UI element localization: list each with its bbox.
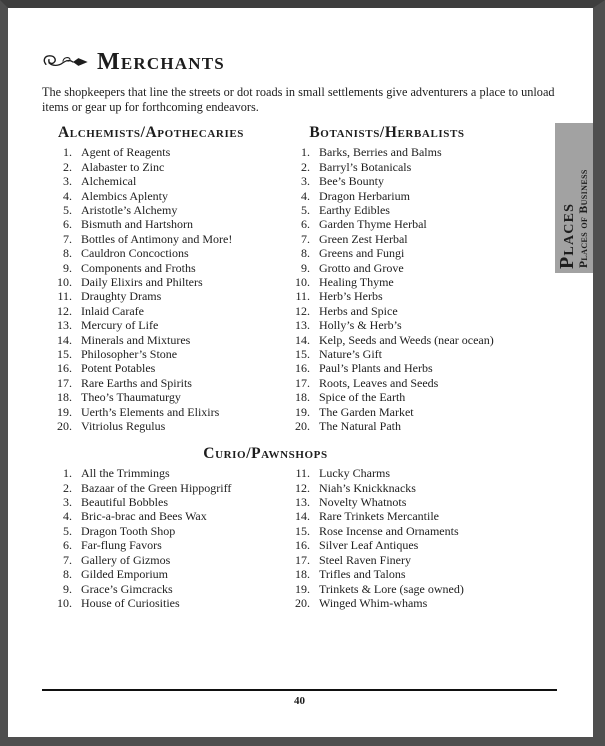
item-number: 4. [301,188,310,203]
page-title-row [42,50,557,74]
item-label: Bottles of Antimony and More! [81,231,233,246]
list-item [42,361,280,375]
list-item [280,376,516,390]
item-number: 10. [57,274,72,289]
footer [42,689,557,709]
item-number: 1. [63,145,72,160]
item-number: 11. [295,289,310,304]
list-item [280,246,516,260]
section-title-curio: Curio/Pawnshops [203,445,328,463]
item-number: 7. [63,231,72,246]
item-label: Components and Froths [81,260,196,275]
item-label: All the Trimmings [81,466,170,481]
page-number: 40 [294,695,305,707]
item-number: 9. [63,260,72,275]
item-number: 20. [295,595,310,610]
list-item [280,361,516,375]
item-number: 5. [63,202,72,217]
item-label: Grace’s Gimcracks [81,581,173,596]
list-item [280,304,516,318]
item-label: House of Curiosities [81,595,180,610]
item-number: 13. [57,318,72,333]
item-number: 12. [57,303,72,318]
page-title: Merchants [97,49,225,75]
item-label: Spice of the Earth [319,390,406,405]
list-item [280,419,516,433]
item-label: The Garden Market [319,404,414,419]
item-number: 1. [63,466,72,481]
item-label: Trinkets & Lore (sage owned) [319,581,464,596]
intro-paragraph: The shopkeepers that line the streets or dot roads in small settlements give adventurers a place to unload items or gear up for forthcoming endeavors. [42,85,555,114]
item-number: 6. [63,217,72,232]
tab-label-places: Places [556,202,579,269]
list-item [42,390,280,404]
item-label: Barks, Berries and Balms [319,145,442,160]
list-item [42,495,280,509]
item-number: 7. [301,231,310,246]
item-label: Theo’s Thaumaturgy [81,390,181,405]
list-item [280,289,516,303]
curio-list-right [280,466,516,610]
item-number: 9. [63,581,72,596]
list-item [280,405,516,419]
item-label: Steel Raven Finery [319,552,411,567]
list-item [280,582,516,596]
item-label: Bismuth and Hartshorn [81,217,193,232]
item-number: 8. [63,567,72,582]
item-label: Inlaid Carafe [81,303,144,318]
item-label: Healing Thyme [319,274,394,289]
alchemists-list [42,145,280,433]
list-item [42,553,280,567]
item-number: 12. [295,303,310,318]
list-item [42,289,280,303]
item-label: Roots, Leaves and Seeds [319,375,439,390]
list-item [42,347,280,361]
list-item [280,203,516,217]
list-item [280,567,516,581]
list-item [280,333,516,347]
item-number: 17. [295,375,310,390]
item-number: 8. [301,246,310,261]
item-label: Trifles and Talons [319,567,406,582]
list-item [280,275,516,289]
item-number: 2. [63,480,72,495]
item-label: Daily Elixirs and Philters [81,274,203,289]
list-item [42,419,280,433]
item-number: 15. [57,347,72,361]
sidebar-tab-labels [555,123,593,273]
list-item [42,246,280,260]
item-number: 20. [295,419,310,434]
list-item [42,538,280,552]
item-label: Alembics Aplenty [81,188,168,203]
item-label: Niah’s Knickknacks [319,480,416,495]
item-label: Lucky Charms [319,466,390,481]
item-number: 14. [295,509,310,524]
list-item [42,405,280,419]
item-number: 3. [301,174,310,189]
item-number: 18. [295,390,310,405]
curio-columns [42,466,593,610]
list-item [280,390,516,404]
item-label: Aristotle’s Alchemy [81,202,178,217]
item-number: 17. [57,375,72,390]
item-number: 16. [295,538,310,553]
item-number: 19. [295,581,310,596]
list-item [42,596,280,610]
item-label: Dragon Herbarium [319,188,410,203]
item-number: 5. [63,523,72,538]
item-label: Bee’s Bounty [319,174,384,189]
item-label: Vitriolus Regulus [81,419,166,434]
list-item [280,347,516,361]
item-number: 18. [57,390,72,405]
item-label: Herb’s Herbs [319,289,383,304]
list-item [42,145,280,159]
list-item [42,376,280,390]
item-number: 15. [295,347,310,361]
item-number: 16. [295,361,310,376]
list-item [42,318,280,332]
item-number: 6. [301,217,310,232]
list-item [42,481,280,495]
column-botanists [280,124,516,434]
item-label: Nature’s Gift [319,347,382,361]
botanists-list [280,145,516,433]
list-item [280,495,516,509]
item-number: 11. [295,466,310,481]
item-label: Dragon Tooth Shop [81,523,176,538]
item-label: Minerals and Mixtures [81,332,191,347]
item-label: Gilded Emporium [81,567,168,582]
list-item [280,261,516,275]
curio-column-right [280,466,516,610]
list-item [280,145,516,159]
list-item [42,275,280,289]
list-item [42,304,280,318]
item-number: 19. [57,404,72,419]
item-label: Cauldron Concoctions [81,246,189,261]
item-number: 8. [63,246,72,261]
item-number: 1. [301,145,310,160]
list-item [42,189,280,203]
sidebar-tab-places [555,123,593,273]
item-label: Rare Trinkets Mercantile [319,509,439,524]
item-label: Kelp, Seeds and Weeds (near ocean) [319,332,494,347]
list-item [42,509,280,523]
item-label: Earthy Edibles [319,202,390,217]
item-label: Green Zest Herbal [319,231,408,246]
item-number: 10. [295,274,310,289]
list-item [42,333,280,347]
two-column-lists [42,124,593,434]
item-label: Alabaster to Zinc [81,159,165,174]
item-number: 3. [63,495,72,510]
item-label: Herbs and Spice [319,303,398,318]
item-label: Draughty Drams [81,289,162,304]
item-number: 10. [57,595,72,610]
item-label: Holly’s & Herb’s [319,318,402,333]
tab-label-places-of-business: Places of Business [578,169,591,268]
item-number: 3. [63,174,72,189]
item-label: Rare Earths and Spirits [81,375,192,390]
list-item [42,174,280,188]
item-number: 17. [295,552,310,567]
item-number: 16. [57,361,72,376]
list-item [280,524,516,538]
item-label: Paul’s Plants and Herbs [319,361,433,376]
item-label: Winged Whim-whams [319,595,428,610]
list-item [280,509,516,523]
list-item [280,189,516,203]
list-item [42,160,280,174]
item-number: 2. [301,159,310,174]
list-item [280,318,516,332]
item-number: 2. [63,159,72,174]
item-number: 15. [295,523,310,538]
section-title-alchemists: Alchemists/Apothecaries [58,123,244,141]
item-number: 9. [301,260,310,275]
item-number: 18. [295,567,310,582]
item-number: 11. [57,289,72,304]
item-number: 4. [63,188,72,203]
list-item [280,174,516,188]
list-item [280,538,516,552]
item-label: Rose Incense and Ornaments [319,523,459,538]
item-number: 5. [301,202,310,217]
list-item [42,217,280,231]
list-item [42,466,280,480]
item-label: Novelty Whatnots [319,495,407,510]
item-number: 14. [57,332,72,347]
item-number: 13. [295,318,310,333]
item-label: Far-flung Favors [81,538,162,553]
item-number: 4. [63,509,72,524]
flourish-icon [42,52,90,72]
list-item [280,466,516,480]
list-item [42,567,280,581]
item-number: 14. [295,332,310,347]
item-label: The Natural Path [319,419,401,434]
item-label: Philosopher’s Stone [81,347,178,361]
item-label: Greens and Fungi [319,246,405,261]
item-number: 6. [63,538,72,553]
item-number: 12. [295,480,310,495]
list-item [42,582,280,596]
item-label: Garden Thyme Herbal [319,217,427,232]
list-item [280,481,516,495]
list-item [280,596,516,610]
list-item [42,261,280,275]
list-item [42,232,280,246]
item-label: Silver Leaf Antiques [319,538,419,553]
section-title-botanists: Botanists/Herbalists [309,123,465,141]
item-label: Bric-a-brac and Bees Wax [81,509,207,524]
list-item [42,203,280,217]
list-item [42,524,280,538]
list-item [280,232,516,246]
item-number: 19. [295,404,310,419]
column-alchemists [42,124,280,434]
list-item [280,553,516,567]
item-label: Potent Potables [81,361,156,376]
item-label: Beautiful Bobbles [81,495,168,510]
list-item [280,160,516,174]
item-label: Mercury of Life [81,318,159,333]
list-item [280,217,516,231]
item-label: Bazaar of the Green Hippogriff [81,480,232,495]
curio-list-left [42,466,280,610]
item-label: Alchemical [81,174,137,189]
item-label: Barryl’s Botanicals [319,159,412,174]
item-number: 7. [63,552,72,567]
item-number: 13. [295,495,310,510]
item-number: 20. [57,419,72,434]
item-label: Uerth’s Elements and Elixirs [81,404,220,419]
item-label: Gallery of Gizmos [81,552,171,567]
item-label: Agent of Reagents [81,145,171,160]
item-label: Grotto and Grove [319,260,404,275]
curio-column-left [42,466,280,610]
